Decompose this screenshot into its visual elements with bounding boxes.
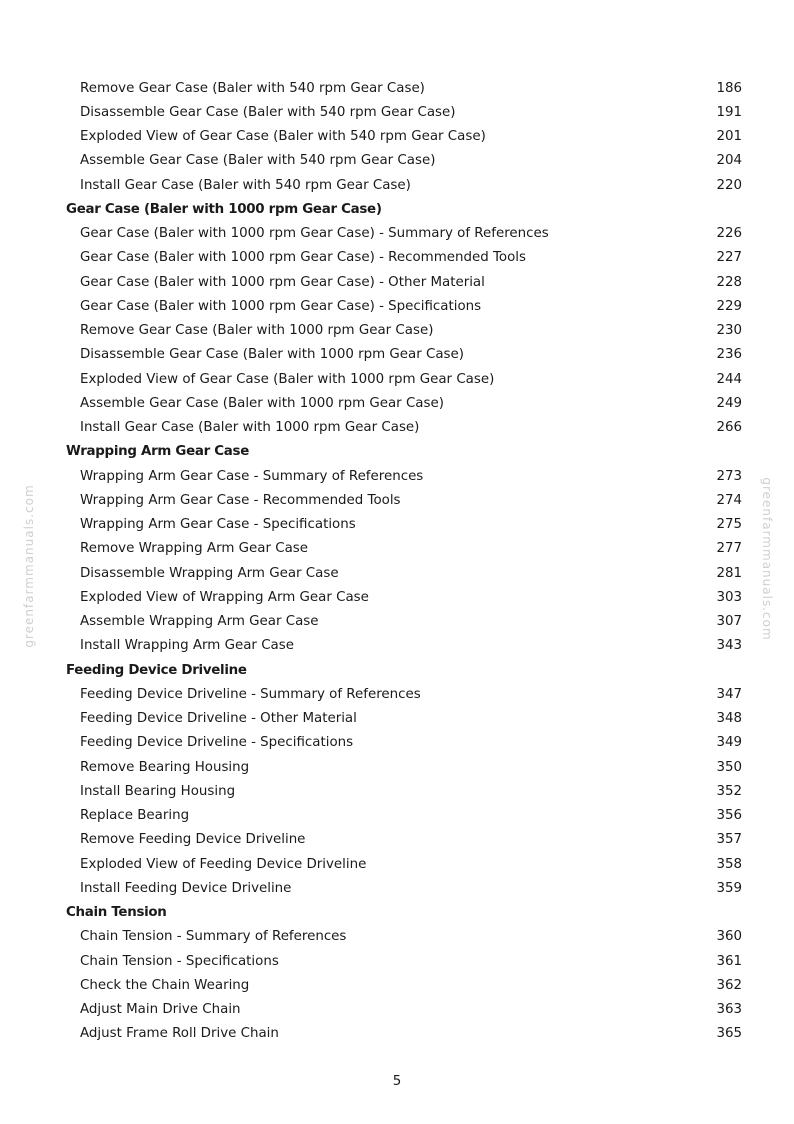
toc-page-number: 307 — [716, 614, 742, 630]
toc-page-number: 356 — [716, 808, 742, 824]
toc-page-number: 220 — [716, 177, 742, 193]
toc-entry[interactable] — [66, 270, 742, 294]
toc-page-number: 358 — [716, 856, 742, 872]
toc-section-heading — [66, 440, 742, 464]
toc-section-heading — [66, 658, 742, 682]
toc-entry-title: Exploded View of Feeding Device Driveline — [80, 856, 367, 872]
page-number: 5 — [392, 1074, 402, 1089]
toc-entry-title: Wrapping Arm Gear Case - Summary of References — [80, 468, 424, 484]
toc-page-number: 357 — [716, 832, 742, 848]
toc-page-number: 249 — [716, 395, 742, 411]
toc-entry[interactable] — [66, 779, 742, 803]
toc-entry[interactable] — [66, 343, 742, 367]
toc-entry[interactable] — [66, 949, 742, 973]
toc-entry-title: Remove Wrapping Arm Gear Case — [80, 541, 308, 557]
toc-heading-title: Feeding Device Driveline — [66, 662, 247, 678]
toc-section-heading — [66, 901, 742, 925]
watermark-left: greenfarmmanuals.com — [22, 484, 36, 648]
toc-page-number: 244 — [716, 371, 742, 387]
toc-entry-title: Adjust Frame Roll Drive Chain — [80, 1026, 279, 1042]
toc-entry[interactable] — [66, 367, 742, 391]
toc-entry-title: Assemble Gear Case (Baler with 540 rpm Gear Case) — [80, 153, 436, 169]
toc-page-number: 343 — [716, 638, 742, 654]
toc-page-number: 201 — [716, 129, 742, 145]
toc-entry[interactable] — [66, 852, 742, 876]
toc-entry-title: Wrapping Arm Gear Case - Specifications — [80, 517, 356, 533]
toc-page-number: 361 — [716, 953, 742, 969]
toc-heading-title: Gear Case (Baler with 1000 rpm Gear Case) — [66, 201, 382, 217]
toc-page-number: 363 — [716, 1002, 742, 1018]
toc-entry[interactable] — [66, 464, 742, 488]
toc-entry-title: Exploded View of Gear Case (Baler with 540 rpm Gear Case) — [80, 129, 486, 145]
toc-entry[interactable] — [66, 828, 742, 852]
toc-entry[interactable] — [66, 876, 742, 900]
toc-entry[interactable] — [66, 634, 742, 658]
toc-entry[interactable] — [66, 416, 742, 440]
toc-entry[interactable] — [66, 488, 742, 512]
toc-entry-title: Feeding Device Driveline - Summary of References — [80, 686, 421, 702]
toc-entry-title: Feeding Device Driveline - Other Material — [80, 711, 357, 727]
toc-entry-title: Exploded View of Gear Case (Baler with 1000 rpm Gear Case) — [80, 371, 495, 387]
toc-page-number: 349 — [716, 735, 742, 751]
toc-entry[interactable] — [66, 610, 742, 634]
toc-page-number: 191 — [716, 104, 742, 120]
toc-entry[interactable] — [66, 804, 742, 828]
toc-entry[interactable] — [66, 585, 742, 609]
toc-page-number: 236 — [716, 347, 742, 363]
toc-entry[interactable] — [66, 537, 742, 561]
toc-entry[interactable] — [66, 391, 742, 415]
toc-entry-title: Check the Chain Wearing — [80, 977, 250, 993]
toc-entry-title: Replace Bearing — [80, 808, 190, 824]
toc-entry[interactable] — [66, 294, 742, 318]
toc-entry-title: Disassemble Wrapping Arm Gear Case — [80, 565, 339, 581]
toc-entry-title: Install Feeding Device Driveline — [80, 880, 292, 896]
toc-page-number: 352 — [716, 783, 742, 799]
toc-page-number: 230 — [716, 323, 742, 339]
toc-page-number: 227 — [716, 250, 742, 266]
toc-entry-title: Disassemble Gear Case (Baler with 1000 rpm Gear Case) — [80, 347, 464, 363]
toc-entry-title: Remove Gear Case (Baler with 1000 rpm Gear Case) — [80, 323, 434, 339]
toc-entry-title: Gear Case (Baler with 1000 rpm Gear Case) - Recommended Tools — [80, 250, 526, 266]
toc-page-number: 360 — [716, 929, 742, 945]
toc-page-number: 186 — [716, 80, 742, 96]
toc-entry[interactable] — [66, 998, 742, 1022]
toc-page-number: 348 — [716, 711, 742, 727]
toc-entry[interactable] — [66, 246, 742, 270]
toc-entry-title: Feeding Device Driveline - Specifications — [80, 735, 354, 751]
toc-page-number: 359 — [716, 880, 742, 896]
toc-entry-title: Assemble Gear Case (Baler with 1000 rpm Gear Case) — [80, 395, 444, 411]
toc-entry[interactable] — [66, 100, 742, 124]
toc-entry[interactable] — [66, 319, 742, 343]
toc-entry[interactable] — [66, 973, 742, 997]
toc-page-number: 266 — [716, 420, 742, 436]
toc-entry[interactable] — [66, 561, 742, 585]
toc-entry[interactable] — [66, 173, 742, 197]
toc-entry[interactable] — [66, 1022, 742, 1046]
toc-entry-title: Remove Gear Case (Baler with 540 rpm Gear Case) — [80, 80, 425, 96]
toc-heading-title: Chain Tension — [66, 905, 167, 921]
toc-entry-title: Exploded View of Wrapping Arm Gear Case — [80, 589, 369, 605]
toc-page-number: 273 — [716, 468, 742, 484]
toc-entry-title: Gear Case (Baler with 1000 rpm Gear Case) - Summary of References — [80, 226, 549, 242]
toc-entry[interactable] — [66, 731, 742, 755]
toc-entry[interactable] — [66, 925, 742, 949]
toc-entry[interactable] — [66, 125, 742, 149]
toc-page-number: 228 — [716, 274, 742, 290]
toc-entry[interactable] — [66, 513, 742, 537]
toc-page-number: 281 — [716, 565, 742, 581]
toc-page-number: 275 — [716, 517, 742, 533]
toc-page-number: 204 — [716, 153, 742, 169]
toc-entry-title: Install Gear Case (Baler with 1000 rpm Gear Case) — [80, 420, 420, 436]
toc-page-number: 277 — [716, 541, 742, 557]
toc-entry-title: Gear Case (Baler with 1000 rpm Gear Case) - Other Material — [80, 274, 485, 290]
toc-heading-title: Wrapping Arm Gear Case — [66, 444, 249, 460]
toc-entry[interactable] — [66, 222, 742, 246]
toc-entry-title: Remove Bearing Housing — [80, 759, 250, 775]
toc-entry-title: Install Bearing Housing — [80, 783, 236, 799]
toc-entry-title: Install Gear Case (Baler with 540 rpm Gear Case) — [80, 177, 411, 193]
toc-entry-title: Chain Tension - Summary of References — [80, 929, 347, 945]
toc-section-heading — [66, 197, 742, 221]
watermark-right: greenfarmmanuals.com — [760, 477, 774, 641]
toc-page-number: 226 — [716, 226, 742, 242]
toc-entry[interactable] — [66, 149, 742, 173]
toc-entry-title: Disassemble Gear Case (Baler with 540 rpm Gear Case) — [80, 104, 456, 120]
toc-page-number: 362 — [716, 977, 742, 993]
toc-entry[interactable] — [66, 707, 742, 731]
toc-entry-title: Gear Case (Baler with 1000 rpm Gear Case) - Specifications — [80, 298, 482, 314]
toc-entry[interactable] — [66, 682, 742, 706]
toc-entry-title: Install Wrapping Arm Gear Case — [80, 638, 294, 654]
toc-entry-title: Chain Tension - Specifications — [80, 953, 279, 969]
toc-entry[interactable] — [66, 76, 742, 100]
toc-entry-title: Remove Feeding Device Driveline — [80, 832, 306, 848]
toc-page-number: 365 — [716, 1026, 742, 1042]
toc-entry-title: Adjust Main Drive Chain — [80, 1002, 241, 1018]
toc-entry[interactable] — [66, 755, 742, 779]
toc-entry-title: Wrapping Arm Gear Case - Recommended Tools — [80, 492, 401, 508]
toc-page-number: 350 — [716, 759, 742, 775]
toc-page-number: 303 — [716, 589, 742, 605]
toc-entry-title: Assemble Wrapping Arm Gear Case — [80, 614, 319, 630]
table-of-contents — [66, 76, 742, 1046]
toc-page-number: 274 — [716, 492, 742, 508]
toc-page-number: 229 — [716, 298, 742, 314]
toc-page-number: 347 — [716, 686, 742, 702]
